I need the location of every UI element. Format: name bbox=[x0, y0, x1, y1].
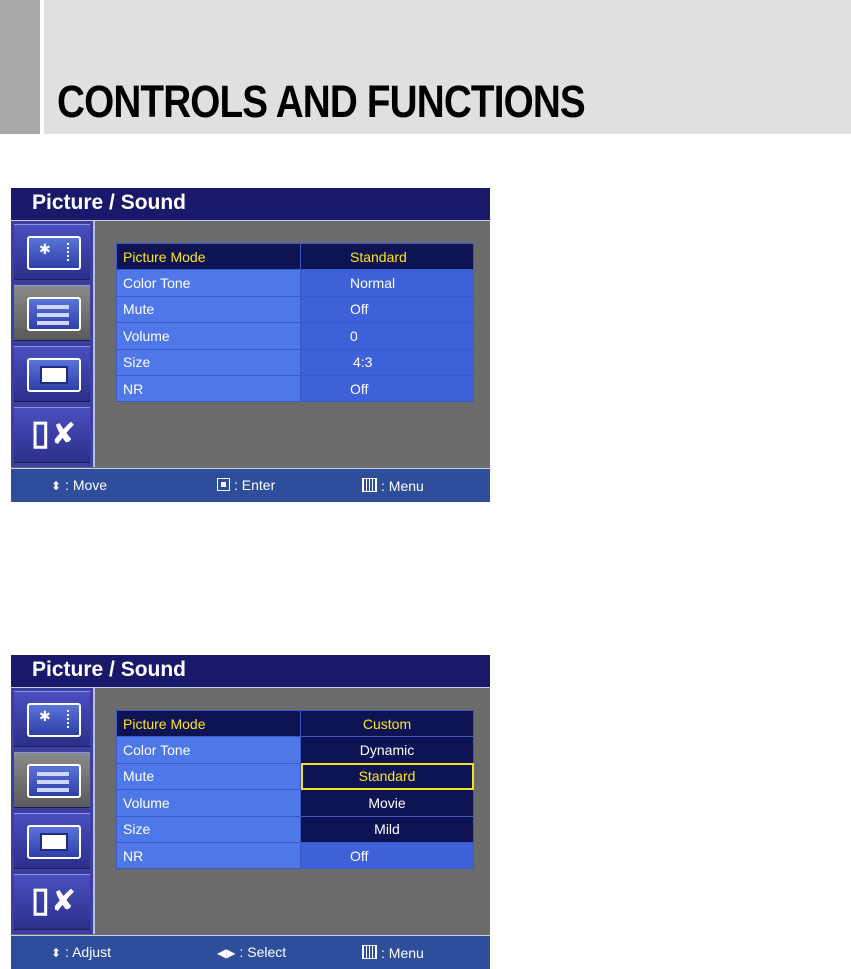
osd-sidebar bbox=[11, 221, 95, 467]
tools-icon bbox=[27, 419, 77, 449]
osd-content bbox=[95, 221, 490, 467]
enter-key-icon bbox=[217, 478, 230, 491]
footer-menu-hint bbox=[362, 944, 424, 961]
picture-tv-icon bbox=[27, 703, 81, 737]
footer-move-hint bbox=[51, 477, 107, 493]
footer-move-label: : Move bbox=[65, 477, 108, 493]
menu-row-volume[interactable] bbox=[117, 790, 474, 816]
header-divider bbox=[40, 0, 44, 134]
menu-row-value: Off bbox=[301, 842, 474, 868]
footer-menu-hint bbox=[362, 477, 424, 494]
osd-title-bar bbox=[11, 655, 490, 688]
footer-adjust-label: : Adjust bbox=[65, 944, 111, 960]
page-title: CONTROLS AND FUNCTIONS bbox=[57, 76, 585, 127]
osd-title-bar bbox=[11, 188, 490, 221]
sidebar-sound-button[interactable] bbox=[14, 752, 90, 808]
osd-footer bbox=[11, 468, 490, 502]
sidebar-tools-button[interactable] bbox=[14, 407, 90, 463]
sidebar-screen-button[interactable] bbox=[14, 813, 90, 869]
menu-row-size[interactable] bbox=[117, 816, 474, 842]
osd-footer bbox=[11, 935, 490, 969]
osd-panel-picture-sound bbox=[11, 188, 490, 501]
sidebar-sound-button[interactable] bbox=[14, 285, 90, 341]
menu-row-label: Volume bbox=[117, 790, 301, 816]
menu-row-value: 0 bbox=[301, 323, 474, 349]
menu-row-value: 4:3 bbox=[301, 349, 474, 375]
left-right-arrow-icon: ◀▶ bbox=[217, 946, 236, 960]
footer-enter-label: : Enter bbox=[234, 477, 276, 493]
menu-row-nr[interactable] bbox=[117, 842, 474, 868]
menu-row-label: Color Tone bbox=[117, 270, 301, 296]
up-down-arrow-icon: ⬍ bbox=[51, 946, 62, 960]
menu-row-label: Size bbox=[117, 349, 301, 375]
footer-select-hint bbox=[217, 944, 286, 960]
footer-adjust-hint bbox=[51, 944, 111, 960]
screen-icon bbox=[27, 825, 81, 859]
menu-row-picture-mode[interactable] bbox=[117, 711, 474, 737]
up-down-arrow-icon: ⬍ bbox=[51, 479, 62, 493]
dropdown-option-movie[interactable]: Movie bbox=[301, 790, 474, 816]
dropdown-option-standard[interactable]: Standard bbox=[301, 763, 474, 789]
header-side-tab bbox=[0, 0, 40, 134]
footer-enter-hint bbox=[217, 477, 275, 493]
menu-row-value: Standard bbox=[301, 244, 474, 270]
footer-menu-label: : Menu bbox=[381, 478, 424, 494]
menu-row-label: Mute bbox=[117, 296, 301, 322]
osd-content bbox=[95, 688, 490, 934]
footer-menu-label: : Menu bbox=[381, 945, 424, 961]
osd-title: Picture / Sound bbox=[32, 191, 187, 214]
page-header-banner bbox=[0, 0, 851, 134]
tools-icon bbox=[27, 886, 77, 916]
menu-row-value: Normal bbox=[301, 270, 474, 296]
menu-key-icon bbox=[362, 478, 377, 492]
menu-row-label: Color Tone bbox=[117, 737, 301, 763]
dropdown-option-custom[interactable]: Custom bbox=[301, 711, 474, 737]
menu-row-color-tone[interactable] bbox=[117, 270, 474, 296]
settings-menu bbox=[116, 243, 474, 402]
menu-row-label: Size bbox=[117, 816, 301, 842]
picture-tv-icon bbox=[27, 236, 81, 270]
osd-sidebar bbox=[11, 688, 95, 934]
menu-row-value: Off bbox=[301, 375, 474, 401]
dropdown-option-mild[interactable]: Mild bbox=[301, 816, 474, 842]
menu-row-label: Volume bbox=[117, 323, 301, 349]
sidebar-picture-button[interactable] bbox=[14, 691, 90, 747]
menu-key-icon bbox=[362, 945, 377, 959]
screen-icon bbox=[27, 358, 81, 392]
menu-row-mute[interactable] bbox=[117, 763, 474, 789]
menu-row-label: Picture Mode bbox=[117, 711, 301, 737]
menu-row-label: NR bbox=[117, 842, 301, 868]
footer-select-label: : Select bbox=[239, 944, 287, 960]
menu-row-label: Mute bbox=[117, 763, 301, 789]
menu-row-label: Picture Mode bbox=[117, 244, 301, 270]
menu-row-label: NR bbox=[117, 375, 301, 401]
sidebar-tools-button[interactable] bbox=[14, 874, 90, 930]
sidebar-screen-button[interactable] bbox=[14, 346, 90, 402]
menu-row-volume[interactable] bbox=[117, 323, 474, 349]
sound-icon bbox=[27, 764, 81, 798]
osd-panel-picture-sound-dropdown bbox=[11, 655, 490, 968]
menu-row-value: Off bbox=[301, 296, 474, 322]
osd-title: Picture / Sound bbox=[32, 658, 187, 681]
settings-menu bbox=[116, 710, 474, 869]
sidebar-picture-button[interactable] bbox=[14, 224, 90, 280]
menu-row-color-tone[interactable] bbox=[117, 737, 474, 763]
menu-row-nr[interactable] bbox=[117, 375, 474, 401]
menu-row-picture-mode[interactable] bbox=[117, 244, 474, 270]
dropdown-option-dynamic[interactable]: Dynamic bbox=[301, 737, 474, 763]
menu-row-size[interactable] bbox=[117, 349, 474, 375]
sound-icon bbox=[27, 297, 81, 331]
menu-row-mute[interactable] bbox=[117, 296, 474, 322]
